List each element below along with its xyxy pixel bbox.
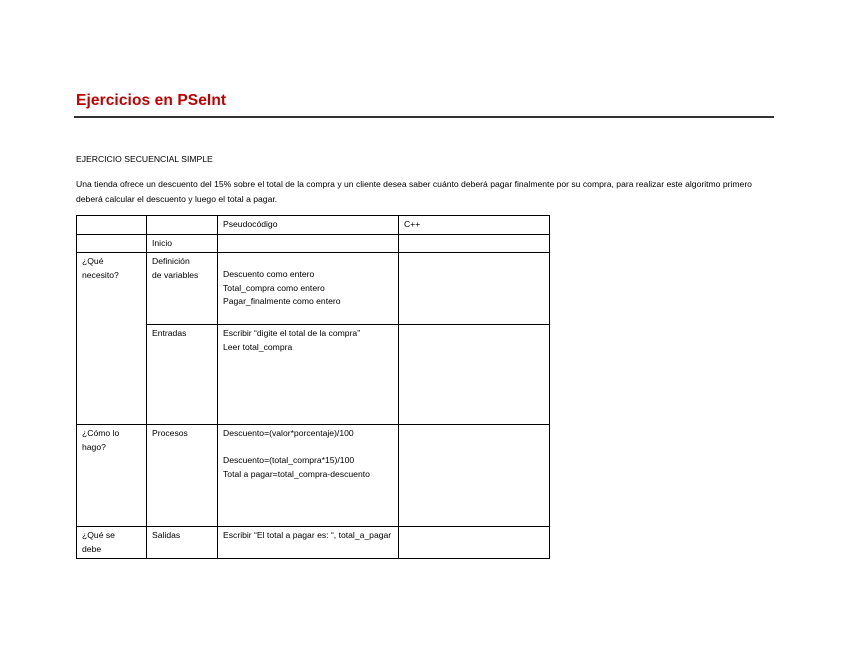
header-cell-empty-1 <box>77 216 147 235</box>
procesos-label: Procesos <box>147 425 218 527</box>
header-cell-empty-2 <box>147 216 218 235</box>
title-divider <box>74 116 774 118</box>
entradas-label: Entradas <box>147 325 218 425</box>
procesos-code: Descuento=(valor*porcentaje)/100 Descuento=(total_compra*15)/100 Total a pagar=total_compra-descuento <box>218 425 399 527</box>
table-row-inicio <box>77 234 550 253</box>
pseudocode-table <box>76 215 550 559</box>
table-row-entradas <box>77 325 550 425</box>
cpp-cell-procesos <box>399 425 550 527</box>
cell-empty <box>218 234 399 253</box>
salidas-label: Salidas <box>147 527 218 559</box>
table-row-salidas <box>77 527 550 559</box>
cpp-cell-variables <box>399 253 550 325</box>
question-como: ¿Cómo lo hago? <box>77 425 147 527</box>
question-necesito: ¿Qué necesito? <box>77 253 147 425</box>
page-title: Ejercicios en PSeInt <box>76 92 227 109</box>
entradas-code: Escribir “digite el total de la compra” Leer total_compra <box>218 325 399 425</box>
exercise-description: Una tienda ofrece un descuento del 15% sobre el total de la compra y un cliente desea saber cuánto deberá pagar finalmente por su compra, para realizar este algoritmo primero deberá calcular el descuento y luego el total a pagar. <box>76 179 752 204</box>
question-debe: ¿Qué se debe <box>77 527 147 559</box>
header-pseudocode: Pseudocódigo <box>218 216 399 235</box>
table-row-variables <box>77 253 550 325</box>
salidas-code: Escribir “El total a pagar es: “, total_a_pagar <box>218 527 399 559</box>
header-cpp: C++ <box>399 216 550 235</box>
cell-empty <box>399 234 550 253</box>
exercise-heading: EJERCICIO SECUENCIAL SIMPLE <box>76 154 213 164</box>
variables-code: Descuento como entero Total_compra como entero Pagar_finalmente como entero <box>218 253 399 325</box>
cpp-cell-entradas <box>399 325 550 425</box>
variables-label: Definición de variables <box>147 253 218 325</box>
table-row-header <box>77 216 550 235</box>
table-row-procesos <box>77 425 550 527</box>
inicio-label: Inicio <box>147 234 218 253</box>
cell-empty <box>77 234 147 253</box>
cpp-cell-salidas <box>399 527 550 559</box>
